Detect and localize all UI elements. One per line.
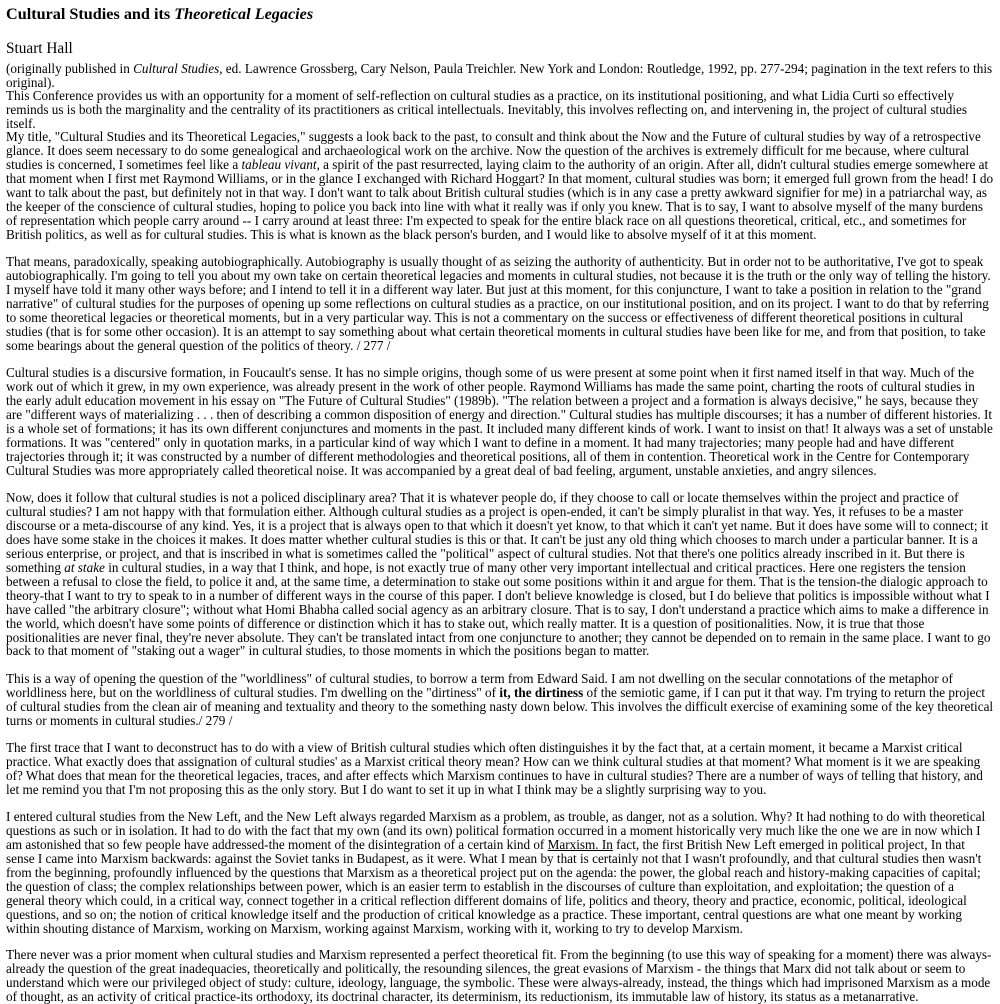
paragraph [6, 366, 994, 478]
paragraph [6, 672, 994, 728]
text-run: Cultural Studies [133, 61, 220, 76]
text-run: fact, the first British New Left emerged in political project, In that sense I came into Marxism backwards: against the Soviet tanks in Budapest, as it were. What I mean by that is certainly not that I wasn't profoundly, and that cultural studies then wasn't from the beginning, profoundly influenced by the questions that Marxism as a theoretical project put on the agenda: the power, the global reach and history-making capacities of capital; the question of class; the complex relationships between power, which is an easier term to establish in the discourses of culture than exploitation, and exploitation; the question of a general theory which could, in a critical way, connect together in a critical reflection different domains of life, politics and theory, theory and practice, economic, political, ideological questions, and so on; the notion of critical knowledge itself and the production of critical knowledge as a practice. These important, central questions are what one meant by working within shouting distance of Marxism, working on Marxism, working against Marxism, working with it, working to try to develop Marxism. [6, 836, 982, 936]
document-page [6, 0, 994, 1004]
paragraph [6, 130, 994, 242]
text-run: (originally published in [6, 61, 134, 76]
text-run: The first trace that I want to deconstruct has to do with a view of British cultural studies which often distinguishes it by the fact that, at a certain moment, it became a Marxist critical practice. What exactly does that assignation of cultural studies' as a Marxist critical theory mean? How can we think cultural studies at that moment? What moment is it we are speaking of? What does that mean for the theoretical legacies, traces, and after effects which Marxism continues to have in cultural studies? There are a number of ways of telling that history, and let me remind you that I'm not proposing this as the only story. But I do want to set it up in what I think may be a slightly surprising way to you. [6, 740, 983, 797]
author-name: Stuart Hall [6, 40, 73, 57]
text-run: I entered cultural studies from the New Left, and the New Left always regarded Marxism as a problem, as trouble, as danger, not as a solution. Why? It had nothing to do with theoretical questions as such or in isolation. It had to do with the fact that my own (and its own) political formation occurred in a moment historically very much like the one we are in now which I am astonished that so few people have addressed-the moment of the disintegration of a certain kind of [6, 809, 986, 852]
text-run: in cultural studies, in a way that I think, and hope, is not exactly true of many other very important intellectual and critical practices. Here one registers the tension between a refusal to close the field, to police it and, at the same time, a determination to stake out some positions within it and argue for them. That is the tension-the dialogic approach to theory-that I want to try to speak to in a number of different ways in the course of this paper. I don't believe knowledge is closed, but I do believe that politics is impossible without what I have called "the arbitrary closure"; without what Homi Bhabha called social agency as an arbitrary closure. That is to say, I don't understand a practice which aims to make a difference in the world, which doesn't have some points of difference or distinction which it has to stake out, which really matter. It is a question of positionalities. Now, it is true that those positionalities are never final, they're never absolute. They can't be translated intact from one conjuncture to another; they cannot be depended on to remain in the same place. I want to go back to that moment of "staking out a wager" in cultural studies, to those moments in which the positions began to matter. [6, 559, 991, 659]
text-run: it, the dirtiness [499, 684, 584, 700]
text-run: Cultural studies is a discursive formation, in Foucault's sense. It has no simple origins, though some of us were present at some point when it first named itself in that way. Much of the work out of which it grew, in my own experience, was already present in the work of other people. Raymond Williams has made the same point, charting the roots of cultural studies in the early adult education movement in his essay on "The Future of Cultural Studies" (1989b). "The relation between a project and a formation is always decisive," he says, because they are "different ways of materializing . . . then of describing a common disposition of energy and direction." Cultural studies has multiple discourses; it has a number of different histories. It is a whole set of formations; it has its own different conjunctures and moments in the past. It included many different kinds of work. I want to insist on that! It always was a set of unstable formations. It was "centered" only in quotation marks, in a particular kind of way which I want to define in a moment. It had many trajectories; many people had and have different trajectories through it; it was constructed by a number of different methodologies and theoretical positions, all of them in contention. Theoretical work in the Centre for Contemporary Cultural Studies was more appropriately called theoretical noise. It was accompanied by a great deal of bad feeling, argument, unstable anxieties, and angry silences. [6, 365, 993, 478]
paragraph [6, 89, 994, 131]
title-main: Cultural Studies and its [6, 5, 175, 23]
inline-link: Marxism. In [547, 836, 613, 852]
paragraph [6, 62, 994, 90]
paragraph [6, 810, 994, 936]
text-run: This is a way of opening the question of the "worldliness" of cultural studies, to borrow a term from Edward Said. I am not dwelling on the secular connotations of the metaphor of worldliness here, but on the worldliness of cultural studies. I'm dwelling on the "dirtiness" of [6, 671, 953, 700]
paragraph [6, 741, 994, 797]
text-run: Now, does it follow that cultural studies is not a policed disciplinary area? That it is whatever people do, if they choose to call or locate themselves within the project and practice of cultural studies? I am not happy with that formulation either. Although cultural studies as a project is open-ended, it can't be simply pluralist in that way. Yes, it refuses to be a master discourse or a meta-discourse of any kind. Yes, it is a project that is always open to that which it doesn't yet know, to that which it can't yet name. But it does have some will to connect; it does have some stake in the choices it makes. It does matter whether cultural studies is this or that. It can't be just any old thing which chooses to march under a particular banner. It is a serious enterprise, or project, and that is inscribed in what is sometimes called the "political" aspect of cultural studies. Not that there's one politics already inscribed in it. But there is something [6, 490, 989, 575]
text-run: This Conference provides us with an opportunity for a moment of self-reflection on cultural studies as a practice, on its institutional positioning, and what Lidia Curti so effectively reminds us is both the marginality and the centrality of its practitioners as critical intellectuals. Inevitably, this involves reflecting on, and intervening in, the project of cultural studies itself. [6, 88, 967, 131]
text-run: My title, "Cultural Studies and its Theoretical Legacies," suggests a look back to the past, to consult and think about the Now and the Future of cultural studies by way of a retrospective glance. It does seem necessary to do some genealogical and archaeological work on the archive. Now the question of the archives is extremely difficult for me because, where cultural studies is concerned, I sometimes feel like a [6, 129, 981, 172]
text-run: of the semiotic game, if I can put it that way. I'm trying to return the project of cultural studies from the clean air of meaning and textuality and theory to the something nasty down below. This involves the difficult exercise of examining some of the key theoretical turns or moments in cultural studies./ 279 / [6, 684, 994, 728]
paragraph [6, 491, 994, 658]
text-run: There never was a prior moment when cultural studies and Marxism represented a perfect theoretical fit. From the beginning (to use this way of speaking for a moment) there was always-already the question of the great inadequacies, theoretically and politically, the resounding silences, the great evasions of Marxism - the things that Marx did not talk about or seem to understand which were our privileged object of study: culture, ideology, language, the symbolic. These were always-already, instead, the things which had imprisoned Marxism as a mode of thought, as an activity of critical practice-its orthodoxy, its doctrinal character, its determinism, its reductionism, its immutable law of history, its status as a metanarrative. [6, 947, 992, 1004]
text-run: That means, paradoxically, speaking autobiographically. Autobiography is usually thought of as seizing the authority of authenticity. But in order not to be authoritative, I've got to speak autobiographically. I'm going to tell you about my own take on certain theoretical legacies and moments in cultural studies, not because it is the truth or the only way of telling the history. I myself have told it many other ways before; and I intend to tell it in a different way later. But just at this moment, for this conjuncture, I want to take a position in relation to the "grand narrative" of cultural studies for the purposes of opening up some reflections on cultural studies as a practice, on our institutional position, and on its project. I want to do that by referring to some theoretical legacies or theoretical moments, but in a very particular way. This is not a commentary on the success or effectiveness of different theoretical positions in cultural studies (that is for some other occasion). It is an attempt to say something about what certain theoretical moments in cultural studies have been like for me, and from that position, to take some bearings about the general question of the politics of theory. / 277 / [6, 254, 991, 353]
text-run: tableau vivant [241, 156, 317, 172]
paragraph [6, 255, 994, 353]
document-title [6, 0, 994, 24]
paragraph [6, 948, 994, 1004]
text-run: , a spirit of the past resurrected, laying claim to the authority of an origin. After all, didn't cultural studies emerge somewhere at that moment when I first met Raymond Williams, or in the glance I exchanged with Richard Hoggart? In that moment, cultural studies was born; it emerged full grown from the head! I do want to talk about the past, but definitely not in that way. I don't want to talk about British cultural studies (which is in any case a pretty awkward signifier for me) in a patriarchal way, as the keeper of the conscience of cultural studies, hoping to police you back into line with what it really was if only you knew. That is to say, I want to absolve myself of the many burdens of representation which people carry around -- I carry around at least three: I'm expected to speak for the entire black race on all questions theoretical, critical, etc., and sometimes for British politics, as well as for cultural studies. This is what is known as the black person's burden, and I would like to absolve myself of it at this moment. [6, 156, 994, 242]
title-italic: Theoretical Legacies [174, 5, 314, 23]
text-run: , ed. Lawrence Grossberg, Cary Nelson, Paula Treichler. New York and London: Routledge, 1992, pp. 277-294; pagination in the text refers to this original). [6, 61, 993, 90]
text-run: at stake [64, 559, 105, 575]
